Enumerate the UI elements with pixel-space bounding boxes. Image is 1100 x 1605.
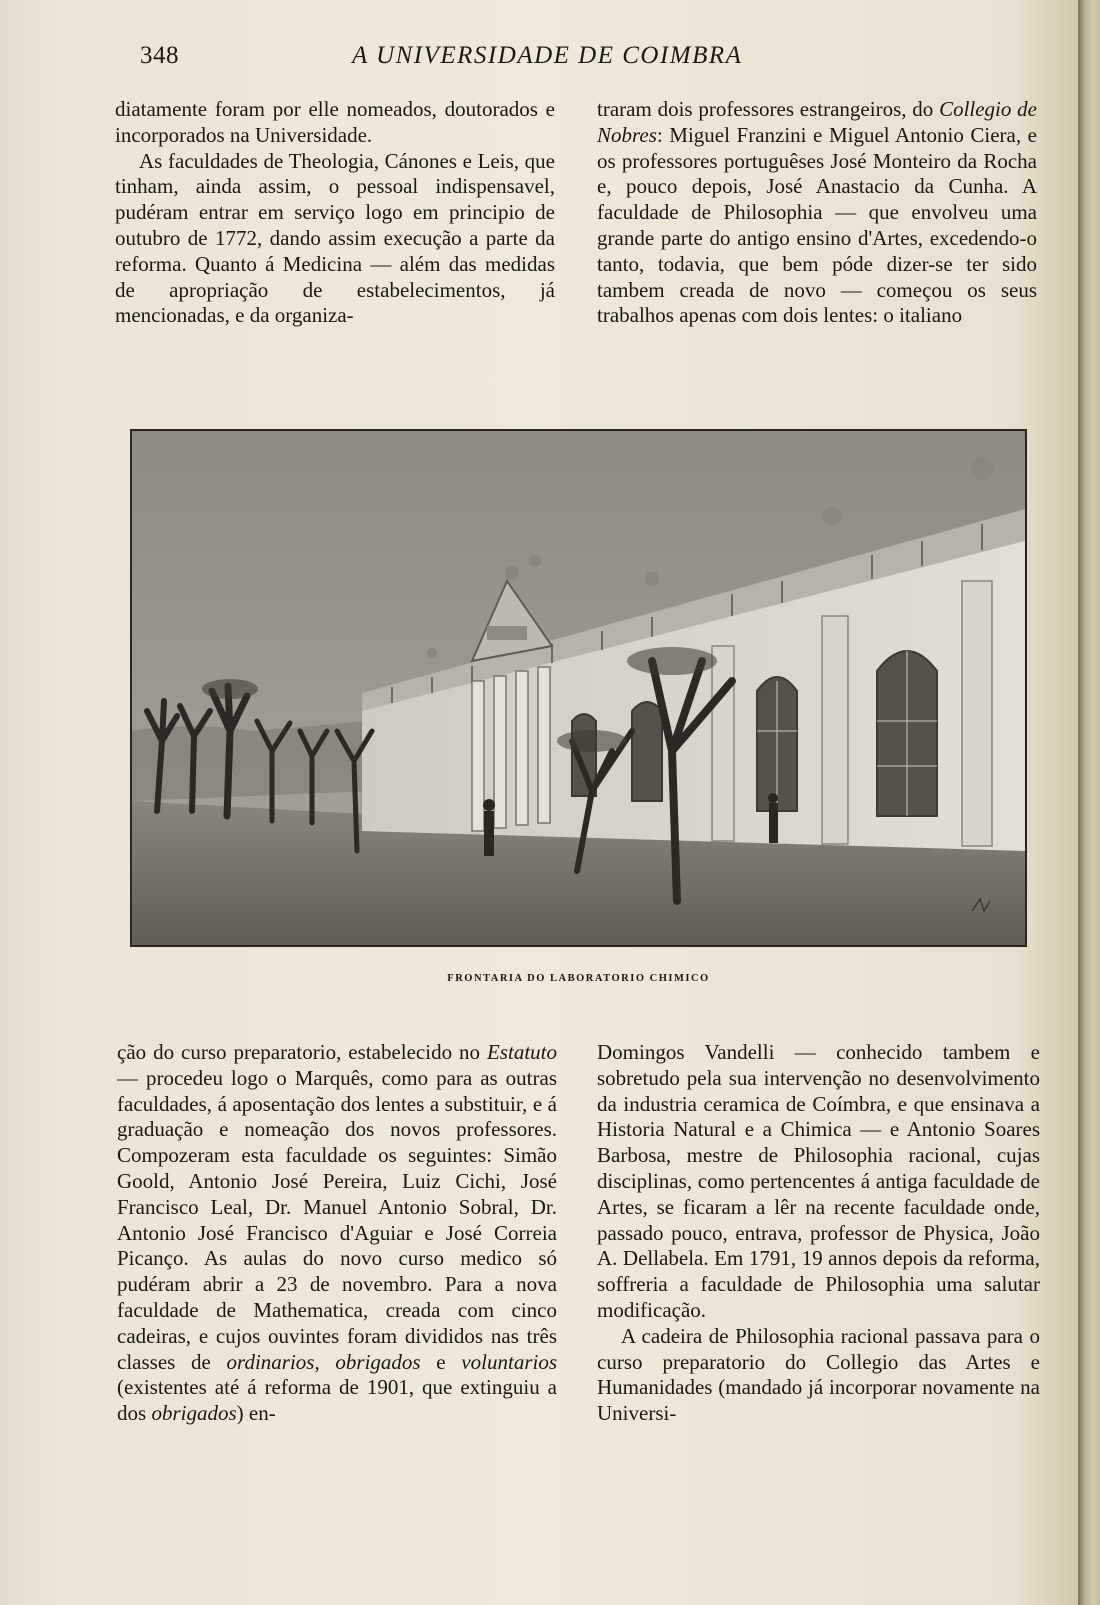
page-number: 348 bbox=[140, 42, 179, 69]
italic-text: Estatuto bbox=[486, 1040, 557, 1064]
photo-laboratorio-chimico bbox=[130, 429, 1027, 947]
running-title: A UNIVERSIDADE DE COIMBRA bbox=[352, 42, 743, 69]
paragraph: A cadeira de Philosophia racional passava para o curso preparatorio do Collegio das Artes e Humanidades (mandado já incorporar novamente na Universi- bbox=[597, 1323, 1040, 1426]
paragraph: diatamente foram por elle nomeados, doutorados e incorporados na Universidade. bbox=[115, 97, 555, 147]
italic-text: Collegio de Nobres bbox=[597, 97, 1037, 147]
paragraph: As faculdades de Theologia, Cánones e Leis, que tinham, ainda assim, o pessoal indispensavel, pudéram entrar em serviço logo em principio de outubro de 1772, dando assim execução a parte da reforma. Quanto á Medicina — além das medidas de apropriação de estabelecimentos, já mencionadas, e da organiza- bbox=[115, 148, 555, 328]
paragraph bbox=[117, 1040, 557, 1427]
text-run: , bbox=[314, 1349, 336, 1374]
text-column-bottom-right bbox=[597, 1040, 1040, 1427]
building-photo bbox=[132, 431, 1025, 945]
paragraph bbox=[597, 97, 1037, 329]
text-run: ção do curso preparatorio, estabelecido no bbox=[117, 1040, 487, 1064]
text-run: : Miguel Franzini e Miguel Antonio Ciera, e os professores portuguêses José Monteiro da Rocha e, pouco depois, José Anastacio da Cunha. A faculdade de Philosophia — que envolveu uma grande parte do antigo ensino d'Artes, excedendo-o tanto, todavia, que bem póde dizer-se ter sido tambem creada de novo — começou os seus trabalhos apenas com dois lentes: o italiano bbox=[597, 122, 1037, 328]
text-column-top-left bbox=[115, 97, 555, 329]
italic-text: obrigados bbox=[335, 1349, 421, 1374]
italic-text: obrigados bbox=[151, 1401, 237, 1426]
text-run: traram dois professores estrangeiros, do bbox=[597, 97, 940, 121]
italic-text: voluntarios bbox=[461, 1349, 558, 1374]
text-column-top-right bbox=[597, 97, 1037, 329]
text-run: e bbox=[420, 1349, 462, 1374]
text-run: (existentes até á reforma de 1901, que extinguiu a dos bbox=[117, 1375, 557, 1426]
text-run: ) en- bbox=[236, 1401, 276, 1426]
figure-caption: FRONTARIA DO LABORATORIO CHIMICO bbox=[447, 973, 710, 984]
text-run: — procedeu logo o Marquês, como para as outras faculdades, á aposentação dos lentes a substituir, e á graduação e nomeação dos novos professores. Compozeram esta faculdade os seguintes: Simão Goold, Antonio José Pereira, Luiz Cichi, José Francisco Leal, Dr. Manuel Antonio Sobral, Dr. Antonio José Francisco d'Aguiar e José Correia Picanço. As aulas do novo curso medico só pudéram abrir a 23 de novembro. Para a nova faculdade de Mathematica, creada com cinco cadeiras, e cujos ouvintes foram divididos nas três classes de bbox=[117, 1065, 557, 1374]
italic-text: ordinarios bbox=[226, 1349, 315, 1374]
page-edge bbox=[1078, 0, 1100, 1605]
page-header bbox=[0, 40, 1078, 80]
paragraph: Domingos Vandelli — conhecido tambem e sobretudo pela sua intervenção no desenvolvimento da industria ceramica de Coímbra, e que ensinava a Historia Natural e a Chimica — e Antonio Soares Barbosa, mestre de Philosophia racional, cujas disciplinas, como pertencentes á antiga faculdade de Artes, se ficaram a lêr na recente faculdade onde, passado pouco, entrava, professor de Physica, João A. Dellabela. Em 1791, 19 annos depois da reforma, soffreria a faculdade de Philosophia uma salutar modificação. bbox=[597, 1040, 1040, 1322]
text-column-bottom-left bbox=[117, 1040, 557, 1427]
